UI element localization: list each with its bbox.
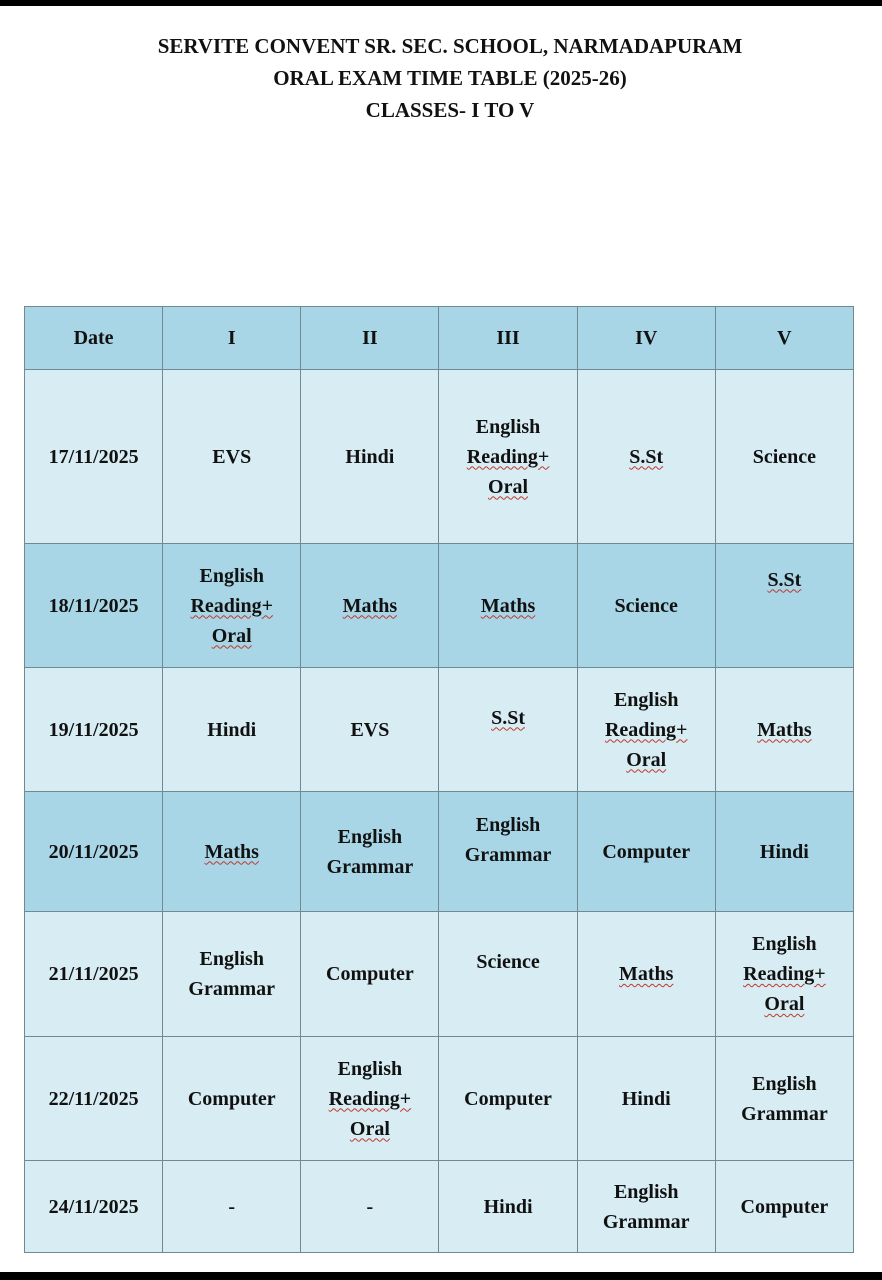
- subject-cell: S.St: [439, 668, 577, 792]
- date-cell: 19/11/2025: [25, 668, 163, 792]
- timetable-header-row: [25, 307, 854, 370]
- subject-cell: -: [301, 1161, 439, 1253]
- subject-cell: Computer: [577, 792, 715, 912]
- subject-cell: -: [163, 1161, 301, 1253]
- subject-cell: English Reading+ Oral: [577, 668, 715, 792]
- date-cell: 18/11/2025: [25, 544, 163, 668]
- table-row: [25, 1037, 854, 1161]
- date-cell: 20/11/2025: [25, 792, 163, 912]
- subject-cell: English Grammar: [301, 792, 439, 912]
- column-header-class-iii: III: [439, 307, 577, 370]
- subject-cell: English Grammar: [163, 912, 301, 1037]
- column-header-class-ii: II: [301, 307, 439, 370]
- subject-cell: Hindi: [715, 792, 853, 912]
- subject-cell: S.St: [715, 544, 853, 668]
- table-row: [25, 544, 854, 668]
- subject-cell: English Reading+ Oral: [301, 1037, 439, 1161]
- table-row: [25, 370, 854, 544]
- subject-cell: Maths: [439, 544, 577, 668]
- subject-cell: S.St: [577, 370, 715, 544]
- date-cell: 22/11/2025: [25, 1037, 163, 1161]
- top-border-bar: [0, 0, 882, 6]
- column-header-class-i: I: [163, 307, 301, 370]
- table-row: [25, 1161, 854, 1253]
- subject-cell: Maths: [577, 912, 715, 1037]
- school-name: SERVITE CONVENT SR. SEC. SCHOOL, NARMADAPURAM: [157, 34, 743, 58]
- timetable: [24, 306, 854, 1253]
- subject-cell: Science: [439, 912, 577, 1037]
- bottom-border-bar: [0, 1272, 882, 1280]
- document-header: [0, 30, 882, 126]
- subject-cell: Maths: [301, 544, 439, 668]
- date-cell: 17/11/2025: [25, 370, 163, 544]
- subject-cell: Computer: [715, 1161, 853, 1253]
- subject-cell: Maths: [715, 668, 853, 792]
- subject-cell: English Grammar: [439, 792, 577, 912]
- classes-subtitle: CLASSES- I TO V: [365, 98, 535, 122]
- subject-cell: English Grammar: [715, 1037, 853, 1161]
- subject-cell: EVS: [301, 668, 439, 792]
- timetable-title: ORAL EXAM TIME TABLE (2025-26): [273, 66, 627, 90]
- table-row: [25, 912, 854, 1037]
- date-cell: 21/11/2025: [25, 912, 163, 1037]
- column-header-class-iv: IV: [577, 307, 715, 370]
- subject-cell: Hindi: [301, 370, 439, 544]
- subject-cell: English Reading+ Oral: [439, 370, 577, 544]
- table-row: [25, 792, 854, 912]
- date-cell: 24/11/2025: [25, 1161, 163, 1253]
- column-header-class-v: V: [715, 307, 853, 370]
- subject-cell: Science: [715, 370, 853, 544]
- subject-cell: English Reading+ Oral: [163, 544, 301, 668]
- subject-cell: Computer: [439, 1037, 577, 1161]
- subject-cell: EVS: [163, 370, 301, 544]
- subject-cell: Computer: [163, 1037, 301, 1161]
- subject-cell: Hindi: [163, 668, 301, 792]
- column-header-date: Date: [25, 307, 163, 370]
- subject-cell: English Grammar: [577, 1161, 715, 1253]
- subject-cell: Science: [577, 544, 715, 668]
- table-row: [25, 668, 854, 792]
- subject-cell: Computer: [301, 912, 439, 1037]
- subject-cell: English Reading+ Oral: [715, 912, 853, 1037]
- subject-cell: Hindi: [439, 1161, 577, 1253]
- subject-cell: Hindi: [577, 1037, 715, 1161]
- subject-cell: Maths: [163, 792, 301, 912]
